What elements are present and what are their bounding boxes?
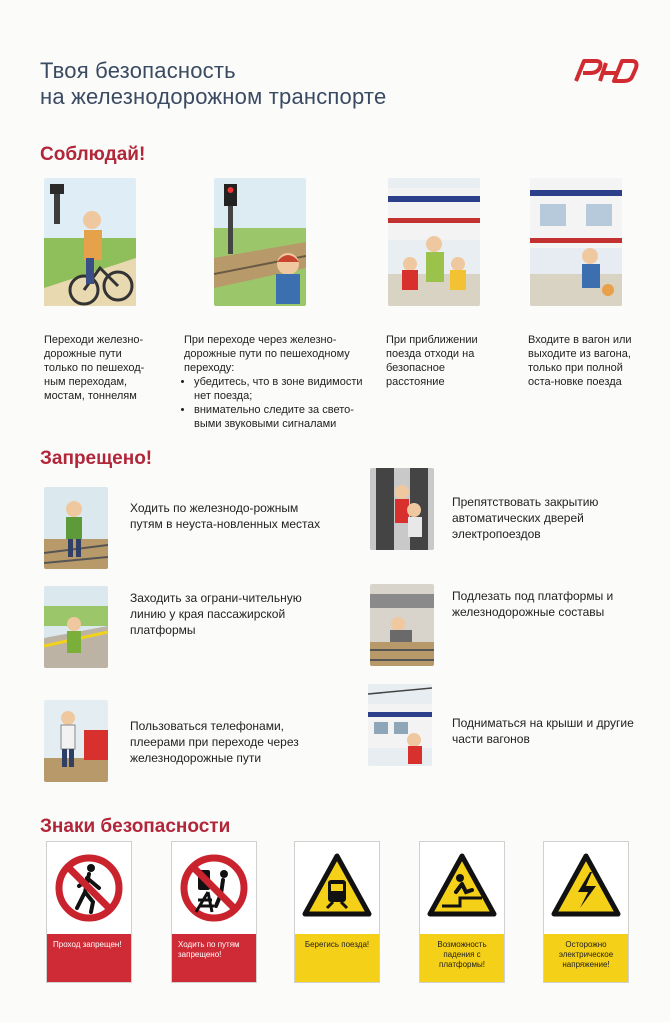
forbidden-item-1-text: Ходить по железнодо-рожным путям в неуста-новленных местах xyxy=(130,501,321,531)
observe-heading: Соблюдай! xyxy=(40,144,146,165)
forbidden-item-2-text: Препятствовать закрытию автоматических дверей электропоездов xyxy=(452,495,599,541)
phone-near-tracks-icon xyxy=(44,700,108,782)
child-at-crossing-signal-icon xyxy=(214,178,306,306)
sign-beware-train xyxy=(294,841,380,983)
child-boarding-train-icon xyxy=(530,178,622,306)
high-voltage-sign-icon xyxy=(544,842,628,934)
family-on-platform-icon xyxy=(388,178,480,306)
no-pedestrian-sign-icon xyxy=(47,842,131,934)
signs-heading: Знаки безопасности xyxy=(40,816,231,837)
sign-3-caption: Берегись поезда! xyxy=(295,934,379,982)
crawling-under-platform-icon xyxy=(370,584,434,666)
fall-from-platform-sign-icon xyxy=(420,842,504,934)
title-line-2: на железнодорожном транспорте xyxy=(40,84,387,109)
forbidden-item-4-text: Подлезать под платформы и железнодорожные составы xyxy=(452,589,614,619)
forbidden-item-6-text: Подниматься на крыши и другие части вагонов xyxy=(452,716,634,746)
holding-train-doors-icon xyxy=(370,468,434,550)
cyclist-at-crossing-icon xyxy=(44,178,136,306)
forbidden-item-3-text: Заходить за ограни-чительную линию у края пассажирской платформы xyxy=(130,591,302,637)
observe-item-2-intro: При переходе через железно-дорожные пути по пешеходному переходу: xyxy=(184,334,350,374)
sign-high-voltage xyxy=(543,841,629,983)
sign-no-pedestrian xyxy=(46,841,132,983)
sign-2-caption: Ходить по путям запрещено! xyxy=(172,934,256,982)
rzd-logo-icon xyxy=(572,55,640,85)
crossing-platform-line-icon xyxy=(44,586,108,668)
sign-1-caption: Проход запрещен! xyxy=(47,934,131,982)
observe-item-4-text: Входите в вагон или выходите из вагона, только при полной оста-новке поезда xyxy=(528,334,632,388)
sign-no-walking-on-tracks xyxy=(171,841,257,983)
sign-4-caption: Возможность падения с платформы! xyxy=(420,934,504,982)
observe-item-2-bullet-2: • внимательно следите за свето-выми звуковыми сигналами xyxy=(194,403,380,431)
climbing-on-wagon-icon xyxy=(368,684,432,766)
observe-item-2-bullets xyxy=(184,375,380,431)
observe-item-2-text xyxy=(184,333,380,431)
beware-train-sign-icon xyxy=(295,842,379,934)
no-walking-on-tracks-sign-icon xyxy=(172,842,256,934)
sign-fall-from-platform xyxy=(419,841,505,983)
poster-title xyxy=(40,58,386,110)
observe-item-2-bullet-1: • убедитесь, что в зоне видимости нет поезда; xyxy=(194,375,380,403)
title-line-1: Твоя безопасность xyxy=(40,58,236,83)
walking-on-tracks-icon xyxy=(44,487,108,569)
observe-item-3-text: При приближении поезда отходи на безопасное расстояние xyxy=(386,334,478,388)
forbidden-item-5-text: Пользоваться телефонами, плеерами при переходе через железнодорожные пути xyxy=(130,719,299,765)
forbidden-heading: Запрещено! xyxy=(40,448,153,469)
observe-item-1-text: Переходи железно-дорожные пути только по пешеход-ным переходам, мостам, тоннелям xyxy=(44,334,145,402)
sign-5-caption: Осторожно электрическое напряжение! xyxy=(544,934,628,982)
